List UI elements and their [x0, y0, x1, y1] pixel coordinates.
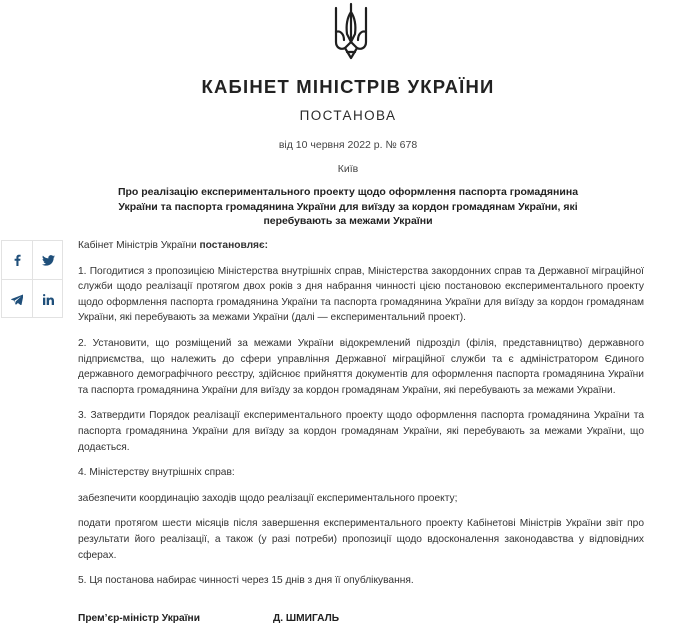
paragraph-5: 5. Ця постанова набирає чинності через 15 днів з дня її опублікування. — [78, 575, 414, 587]
document-subject: Про реалізацію експериментального проекту щодо оформлення паспорта громадянина України та паспорта громадянина України для виїзду за кордон громадянам України, які перебувають за межами України — [117, 186, 579, 227]
signature-name: Д. ШМИГАЛЬ — [273, 613, 340, 624]
document-date: від 10 червня 2022 р. № 678 — [278, 139, 418, 151]
paragraph-4b: подати протягом шести місяців після завершення експериментального проекту Кабінетові Міністрів України звіт про результати його реалізації, а також (у разі потреби) пропозиції щодо вдосконалення законодавства у відповідних сферах. — [78, 518, 644, 561]
document-type: ПОСТАНОВА — [299, 108, 397, 123]
telegram-icon — [11, 294, 23, 305]
page-title: КАБІНЕТ МІНІСТРІВ УКРАЇНИ — [201, 76, 495, 97]
paragraph-3: 3. Затвердити Порядок реалізації експериментального проекту щодо оформлення паспорта громадянина України та паспорта громадянина України для виїзду за кордон громадянам України, які перебувають за межами України, що додається. — [78, 410, 644, 453]
paragraph-2: 2. Установити, що розміщений за межами України відокремлений підрозділ (філія, представництво) державного підприємства, що належить до сфери управління Державної міграційної служби та є адміністратором Єдиного державного демографічного реєстру, здійснює прийняття документів для оформлення паспорта громадянина України та паспорта громадянина України для виїзду за кордон громадянам України, які перебувають за межами України. — [78, 337, 644, 396]
twitter-icon — [42, 255, 55, 266]
intro-bold-text: постановляє: — [199, 240, 269, 251]
share-facebook-button[interactable] — [2, 241, 32, 279]
document-city: Київ — [337, 163, 359, 175]
intro-paragraph — [78, 238, 644, 254]
share-linkedin-button[interactable] — [33, 280, 63, 318]
signature-position: Прем’єр-міністр України — [78, 613, 200, 624]
linkedin-icon — [43, 294, 54, 305]
document-body — [78, 238, 644, 589]
share-telegram-button[interactable] — [2, 280, 32, 318]
facebook-icon — [12, 254, 22, 266]
share-panel — [1, 240, 63, 318]
paragraph-4: 4. Міністерству внутрішніх справ: — [78, 467, 235, 479]
share-twitter-button[interactable] — [33, 241, 63, 279]
paragraph-4a: забезпечити координацію заходів щодо реалізації експериментального проекту; — [78, 492, 458, 504]
tryzub-emblem-icon — [333, 2, 369, 60]
paragraph-1: 1. Погодитися з пропозицією Міністерства внутрішніх справ, Міністерства закордонних справ та Державної міграційної служби щодо реалізації протягом двох років з дня набрання чинності цією постановою експериментального проекту щодо оформлення паспорта громадянина України та паспорта громадянина України для виїзду за кордон громадянам України, які перебувають за межами України (далі — експериментальний проект). — [78, 265, 644, 324]
intro-text: Кабінет Міністрів України — [78, 240, 200, 251]
